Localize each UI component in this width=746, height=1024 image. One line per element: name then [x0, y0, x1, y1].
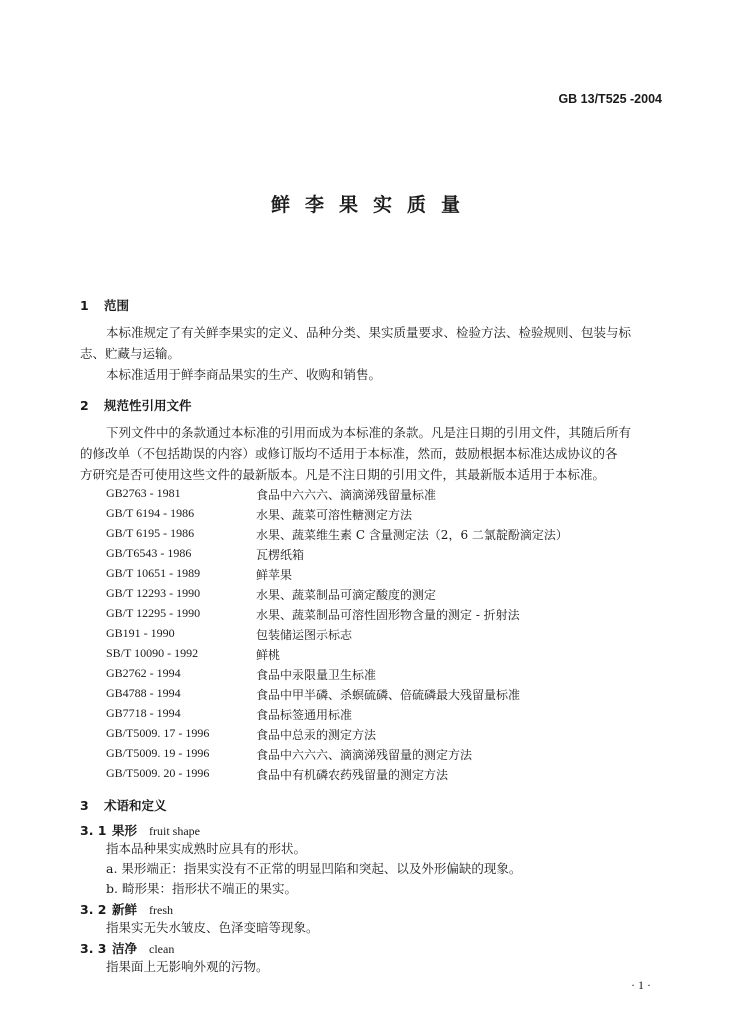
- term-chinese: 洁净: [112, 941, 138, 956]
- reference-title: 水果、蔬菜可溶性糖测定方法: [256, 508, 413, 522]
- references-intro-line: 方研究是否可使用这些文件的最新版本。凡是不注日期的引用文件，其最新版本适用于本标准。: [80, 467, 606, 482]
- reference-code: GB/T 6195 - 1986: [106, 526, 195, 540]
- term-number: 3. 3: [80, 941, 107, 956]
- term-english: fresh: [149, 903, 174, 917]
- section-title: 规范性引用文件: [104, 398, 192, 413]
- section-1-heading: [80, 296, 129, 314]
- reference-code: GB2763 - 1981: [106, 486, 181, 500]
- reference-title: 水果、蔬菜维生素 C 含量测定法（2，6 二氯靛酚滴定法）: [256, 528, 568, 542]
- section-number: 3: [80, 798, 89, 813]
- term-heading-clean: [80, 939, 174, 957]
- reference-title: 鲜桃: [256, 648, 281, 662]
- reference-title: 水果、蔬菜制品可滴定酸度的测定: [256, 588, 437, 602]
- reference-code: GB/T5009. 17 - 1996: [106, 726, 210, 740]
- section-number: 1: [80, 298, 89, 313]
- section-2-heading: [80, 396, 192, 414]
- references-intro-line: 下列文件中的条款通过本标准的引用而成为本标准的条款。凡是注日期的引用文件，其随后所有: [106, 425, 632, 440]
- reference-code: GB/T 12293 - 1990: [106, 586, 201, 600]
- section-title: 范围: [104, 298, 130, 313]
- scope-paragraph-line: 志、贮藏与运输。: [80, 346, 181, 361]
- section-title: 术语和定义: [104, 798, 167, 813]
- reference-code: GB/T 12295 - 1990: [106, 606, 201, 620]
- term-heading-fruit-shape: [80, 821, 200, 839]
- reference-title: 食品中甲半磷、杀螟硫磷、倍硫磷最大残留量标准: [256, 688, 521, 702]
- reference-title: 食品中总汞的测定方法: [256, 728, 377, 742]
- section-3-heading: [80, 796, 167, 814]
- reference-code: GB2762 - 1994: [106, 666, 181, 680]
- term-english: fruit shape: [149, 824, 200, 838]
- page-title: 鲜李果实质量: [270, 194, 475, 216]
- term-definition-item: a. 果形端正：指果实没有不正常的明显凹陷和突起、以及外形偏缺的现象。: [106, 861, 522, 876]
- reference-code: GB/T5009. 20 - 1996: [106, 766, 210, 780]
- reference-title: 食品标签通用标准: [256, 708, 353, 722]
- reference-title: 食品中六六六、滴滴涕残留量标准: [256, 488, 437, 502]
- reference-title: 瓦楞纸箱: [256, 548, 305, 562]
- reference-code: GB191 - 1990: [106, 626, 175, 640]
- reference-title: 水果、蔬菜制品可溶性固形物含量的测定 - 折射法: [256, 608, 520, 622]
- reference-code: GB/T 6194 - 1986: [106, 506, 195, 520]
- reference-title: 食品中有机磷农药残留量的测定方法: [256, 768, 449, 782]
- reference-code: GB/T6543 - 1986: [106, 546, 192, 560]
- reference-title: 食品中六六六、滴滴涕残留量的测定方法: [256, 748, 473, 762]
- reference-title: 包装储运图示标志: [256, 628, 353, 642]
- reference-title: 食品中汞限量卫生标准: [256, 668, 377, 682]
- term-definition: 指本品种果实成熟时应具有的形状。: [106, 841, 307, 856]
- term-number: 3. 2: [80, 902, 107, 917]
- scope-paragraph-line: 本标准规定了有关鲜李果实的定义、品种分类、果实质量要求、检验方法、检验规则、包装与标: [106, 325, 632, 340]
- scope-paragraph: 本标准适用于鲜李商品果实的生产、收购和销售。: [106, 367, 382, 382]
- term-chinese: 新鲜: [112, 902, 138, 917]
- term-definition: 指果面上无影响外观的污物。: [106, 959, 269, 974]
- term-definition: 指果实无失水皱皮、色泽变暗等现象。: [106, 920, 319, 935]
- term-definition-item: b. 畸形果：指形状不端正的果实。: [106, 881, 297, 896]
- reference-code: GB/T 10651 - 1989: [106, 566, 201, 580]
- reference-code: GB4788 - 1994: [106, 686, 181, 700]
- term-chinese: 果形: [112, 823, 138, 838]
- term-english: clean: [149, 942, 175, 956]
- standard-code: GB 13/T525 -2004: [558, 92, 662, 106]
- term-number: 3. 1: [80, 823, 107, 838]
- reference-code: GB/T5009. 19 - 1996: [106, 746, 210, 760]
- page-number: · 1 ·: [631, 978, 651, 992]
- reference-code: GB7718 - 1994: [106, 706, 181, 720]
- term-heading-fresh: [80, 900, 173, 918]
- section-number: 2: [80, 398, 89, 413]
- reference-title: 鲜苹果: [256, 568, 293, 582]
- references-intro-line: 的修改单（不包括勘误的内容）或修订版均不适用于本标准，然而，鼓励根据本标准达成协议的各: [80, 446, 618, 461]
- reference-code: SB/T 10090 - 1992: [106, 646, 199, 660]
